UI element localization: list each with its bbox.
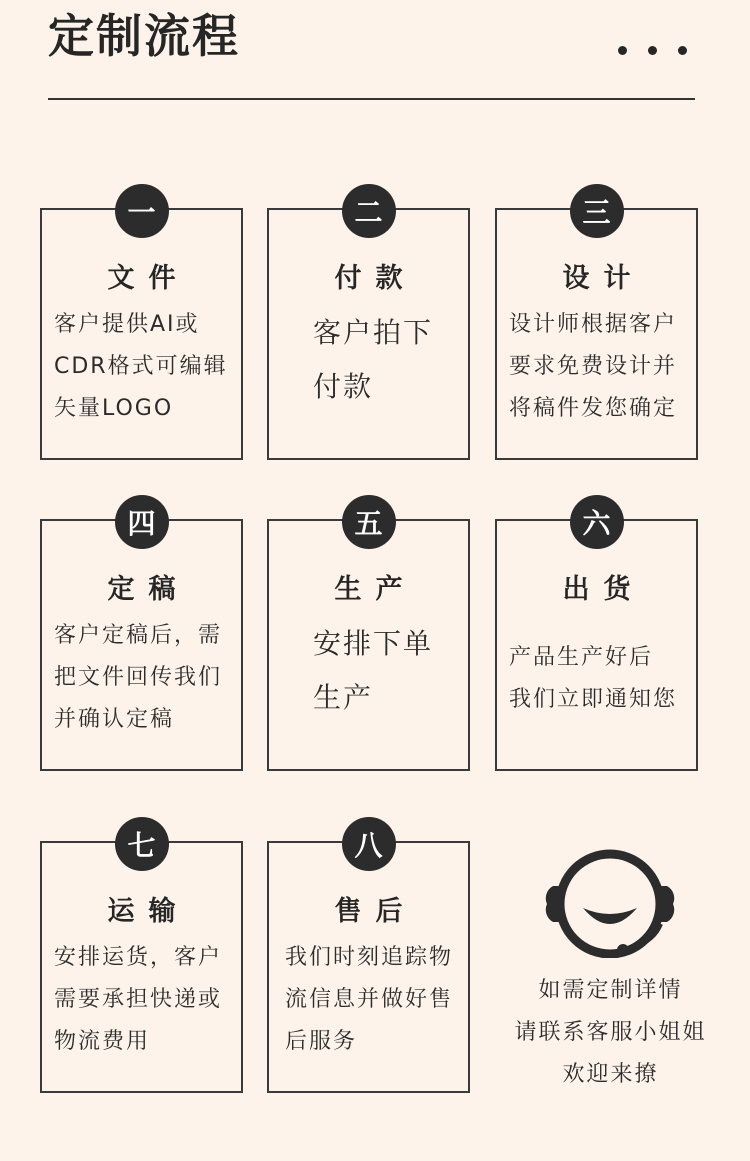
step-description: 我们时刻追踪物 流信息并做好售 后服务 <box>285 945 454 1054</box>
step-title: 定稿 <box>107 574 190 605</box>
customer-service-block <box>503 842 718 1102</box>
step-title: 运输 <box>107 896 190 927</box>
step-description: 客户提供AI或 CDR格式可编辑 矢量LOGO <box>54 312 228 421</box>
step-number-badge: 二 <box>342 184 396 238</box>
step-title: 文件 <box>107 263 190 294</box>
step-card-production <box>267 507 470 771</box>
page-title: 定制流程 <box>48 9 240 63</box>
step-description: 安排运货，客户 需要承担快递或 物流费用 <box>54 945 223 1054</box>
more-dots-icon <box>612 46 694 62</box>
step-card-after-sales <box>267 829 470 1093</box>
step-card-finalize <box>40 507 243 771</box>
step-description: 设计师根据客户 要求免费设计并 将稿件发您确定 <box>509 312 678 421</box>
title-divider <box>48 98 695 100</box>
step-description: 客户拍下 付款 <box>313 316 434 403</box>
step-card-shipment <box>495 507 698 771</box>
step-description: 产品生产好后 我们立即通知您 <box>509 645 678 712</box>
step-number-badge: 八 <box>342 817 396 871</box>
step-title: 售后 <box>334 896 417 927</box>
step-title: 设计 <box>562 263 645 294</box>
step-number-badge: 五 <box>342 495 396 549</box>
step-description: 安排下单 生产 <box>313 627 434 714</box>
step-title: 付款 <box>334 263 417 294</box>
step-title: 出货 <box>562 574 645 605</box>
step-number-badge: 一 <box>115 184 169 238</box>
step-number-badge: 三 <box>570 184 624 238</box>
contact-service-text: 如需定制详情 请联系客服小姐姐 欢迎来撩 <box>514 978 707 1087</box>
step-description: 客户定稿后，需 把文件回传我们 并确认定稿 <box>54 623 223 732</box>
step-card-payment <box>267 196 470 460</box>
step-card-design <box>495 196 698 460</box>
headset-smiley-icon <box>545 846 675 958</box>
step-number-badge: 七 <box>115 817 169 871</box>
step-number-badge: 四 <box>115 495 169 549</box>
step-number-badge: 六 <box>570 495 624 549</box>
step-card-file <box>40 196 243 460</box>
step-card-transport <box>40 829 243 1093</box>
step-title: 生产 <box>334 574 417 605</box>
